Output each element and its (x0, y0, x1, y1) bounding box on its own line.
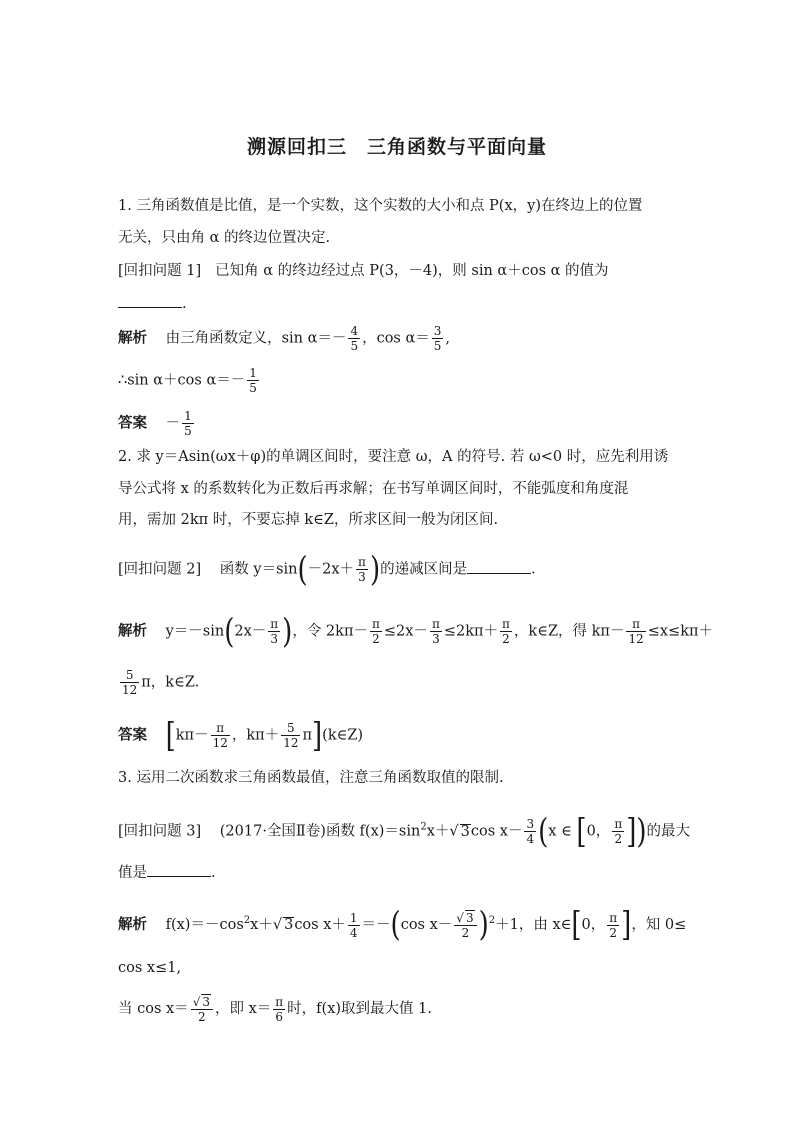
s2-solution-text: π，k∈Z. (141, 674, 200, 691)
fraction (182, 409, 194, 438)
numerator: π (614, 817, 623, 831)
s3-solution-line-3 (118, 994, 678, 1024)
page-title: 溯源回扣三 三角函数与平面向量 (246, 136, 547, 158)
s1-question-label: [回扣问题 1] (118, 263, 202, 279)
numerator: 1 (184, 409, 192, 423)
exponent: 2 (243, 915, 251, 927)
left-paren: ( (390, 905, 401, 945)
s2-answer-text: π (302, 727, 313, 744)
s2-question (118, 550, 678, 589)
exponent: 2 (420, 821, 427, 833)
s2-paragraph-line-3: 用，需加 2kπ 时，不要忘掉 k∈Z，所求区间一般为闭区间. (118, 512, 499, 528)
s1-solution-text: ∴sin α＋cos α＝－ (118, 372, 246, 389)
s3-solution-text: ＝－ (361, 917, 391, 933)
s2-solution-line-1 (118, 612, 714, 651)
denominator: 2 (461, 926, 470, 940)
s2-solution-label: 解析 (118, 623, 147, 640)
s3-solution-label: 解析 (118, 917, 147, 933)
s1-solution-line-2 (118, 366, 678, 395)
answer-blank (467, 559, 531, 574)
answer-blank (147, 862, 211, 877)
denominator: 5 (350, 339, 359, 353)
s2-answer-text: (k∈Z) (322, 727, 364, 744)
s3-question-text: 0， (586, 823, 611, 840)
s2-solution-text: y＝－sin (165, 623, 225, 640)
s3-solution-line-2: cos x≤1, (118, 960, 182, 976)
s1-solution-label: 解析 (118, 330, 147, 347)
denominator: 12 (212, 736, 228, 750)
fraction (348, 911, 360, 940)
numerator: √ 3 (454, 910, 476, 926)
sqrt-radicand: 3 (465, 911, 474, 925)
s3-solution-text: 0， (581, 917, 606, 933)
numerator: 5 (281, 721, 300, 736)
s3-solution-line-1: 解析 $f(x)=-\cos^2x+√$ 3cos x＋ $\frac{1}{4}$ ＝－(cos x－ $\frac{√ 3}{2}$ )$^2$＋1，由 x∈[0， $\frac{\pi}{2}$ ]，知 0≤ (118, 905, 687, 945)
numerator: 5 (120, 668, 139, 683)
s3-question-label: [回扣问题 3] (118, 823, 202, 840)
s3-question: [回扣问题 3] (2017·全国Ⅱ卷)函数 $f(x)=\sin^2x+√$ 3cos x－ $\frac{3}{4}$ (x ∈ [0， $\frac{\pi}{2}$ ])的最大 (118, 812, 691, 851)
right-paren: ) (282, 612, 293, 651)
denominator: 2 (198, 1010, 206, 1024)
numerator: 3 (433, 324, 442, 338)
fraction (430, 617, 442, 646)
s3-solution-text: ，即 x＝ (214, 1001, 272, 1017)
s2-paragraph-line-2: 导公式将 x 的系数转化为正数后再求解；在书写单调区间时，不能弧度和角度混 (118, 481, 629, 497)
s1-paragraph-line-1: 1. 三角函数值是比值，是一个实数，这个实数的大小和点 P(x，y)在终边上的位置 (118, 198, 643, 214)
fraction (454, 910, 476, 940)
s2-solution-text: ≤2kπ＋ (443, 623, 499, 640)
left-bracket: [ (571, 905, 582, 945)
denominator: 5 (249, 381, 257, 395)
right-paren: ) (369, 550, 381, 589)
right-bracket: ] (621, 905, 632, 945)
s3-question-text: 的最大 (646, 823, 691, 840)
fraction (211, 721, 230, 750)
numerator: 3 (526, 817, 535, 831)
s2-answer-text: ，kπ＋ (231, 727, 280, 744)
s1-answer-blank-line (118, 293, 678, 314)
numerator: π (275, 994, 284, 1009)
numerator: π (431, 617, 440, 631)
denominator: 4 (526, 832, 535, 846)
left-paren: ( (538, 812, 549, 851)
s3-paragraph-line-1: 3. 运用二次函数求三角函数最值，注意三角函数取值的限制. (118, 770, 504, 786)
s3-question-text: (2017·全国Ⅱ卷)函数 f(x)＝sin (219, 823, 421, 840)
s3-solution-text: f(x)＝－cos (165, 917, 244, 933)
right-paren: ) (478, 905, 489, 945)
s2-question-text: 函数 y＝sin (219, 561, 298, 578)
denominator: 12 (283, 736, 299, 750)
left-bracket: [ (165, 716, 176, 755)
fraction (626, 617, 645, 646)
fraction (273, 995, 285, 1024)
s1-answer-text: － (165, 415, 181, 432)
s1-answer-line (118, 409, 678, 438)
s2-question-label: [回扣问题 2] (118, 561, 202, 578)
denominator: 3 (432, 632, 440, 646)
denominator: 5 (184, 424, 192, 438)
fraction (247, 366, 259, 395)
s1-paragraph-line-2: 无关，只由角 α 的终边位置决定. (118, 230, 331, 246)
s1-solution-text: 由三角函数定义，sin α＝－ (165, 330, 347, 347)
fraction (432, 324, 444, 353)
denominator: 3 (358, 570, 366, 584)
denominator: 12 (628, 632, 644, 646)
s3-question-text: x ∈ (548, 823, 577, 840)
right-paren: ) (636, 812, 647, 851)
fraction (268, 617, 280, 646)
numerator: π (609, 910, 618, 925)
numerator: 4 (350, 324, 359, 338)
s2-answer-line (118, 716, 678, 755)
numerator: 1 (249, 366, 257, 380)
denominator: 2 (502, 632, 510, 646)
s2-solution-text: ，令 2kπ－ (292, 623, 368, 640)
fraction (348, 324, 360, 353)
s3-question-end: . (211, 865, 216, 881)
s3-question-text: 值是 (118, 865, 147, 881)
s3-solution-text: cos x＋ (294, 917, 346, 933)
denominator: 2 (614, 832, 623, 846)
sqrt-radicand: 3 (460, 823, 470, 840)
denominator: 2 (609, 925, 618, 940)
denominator: 2 (372, 632, 380, 646)
sqrt-radicand: 3 (284, 917, 294, 933)
s1-answer-label: 答案 (118, 415, 147, 432)
denominator: 12 (122, 683, 138, 697)
s2-question-end: . (531, 561, 536, 578)
denominator: 6 (275, 1009, 284, 1024)
fraction (524, 817, 536, 846)
numerator: √ 3 (191, 994, 213, 1010)
s3-solution-text: cos x－ (400, 917, 453, 933)
s1-solution-text: , (445, 330, 451, 347)
s1-question-text: 已知角 α 的终边经过点 P(3，－4)，则 sin α＋cos α 的值为 (215, 263, 609, 279)
numerator: π (270, 617, 279, 631)
fraction (500, 617, 512, 646)
s2-solution-text: ≤2x－ (383, 623, 428, 640)
s2-solution-line-2 (118, 668, 678, 697)
s2-paragraph-line-1: 2. 求 y＝Asin(ωx＋φ)的单调区间时，要注意 ω，A 的符号. 若 ω<0 时，应先利用诱 (118, 449, 669, 465)
s1-solution-line-1 (118, 324, 678, 353)
s2-question-text: 的递减区间是 (380, 561, 468, 578)
s1-question-end: . (182, 296, 187, 312)
s2-answer-text: kπ－ (175, 727, 209, 744)
left-paren: ( (297, 550, 308, 589)
denominator: 3 (270, 632, 279, 646)
s3-solution-text: 当 cos x＝ (118, 1001, 189, 1017)
fraction (607, 911, 619, 940)
sqrt-radicand: 3 (202, 995, 210, 1009)
fraction (281, 721, 300, 750)
answer-blank (118, 293, 182, 308)
numerator: 1 (349, 910, 358, 925)
fraction (356, 555, 368, 584)
s3-solution-text: ，知 0≤ (631, 917, 687, 933)
numerator: π (358, 555, 366, 569)
s2-solution-text: ≤x≤kπ＋ (647, 623, 714, 640)
s1-question (118, 261, 678, 281)
left-paren: ( (224, 612, 235, 651)
s2-solution-text: 2x－ (234, 623, 267, 640)
s3-question-line-2 (118, 862, 678, 883)
fraction (120, 668, 139, 697)
numerator: π (502, 617, 510, 631)
right-bracket: ] (312, 716, 323, 755)
s1-solution-text: ，cos α＝ (362, 330, 430, 347)
fraction (370, 617, 382, 646)
right-bracket: ] (626, 812, 637, 851)
fraction (191, 994, 213, 1024)
s2-solution-text: ，k∈Z，得 kπ－ (513, 623, 625, 640)
s3-solution-text: ＋1，由 x∈ (495, 917, 572, 933)
exponent: 2 (488, 915, 496, 927)
s3-solution-text: 时，f(x)取到最大值 1. (287, 1001, 432, 1017)
denominator: 4 (349, 925, 358, 940)
s3-solution-text: x＋ (250, 917, 273, 933)
numerator: π (211, 721, 230, 736)
denominator: 5 (433, 339, 442, 353)
s3-question-text: x＋ (426, 823, 450, 840)
numerator: π (626, 617, 645, 632)
fraction (612, 817, 624, 846)
s3-question-text: cos x－ (470, 823, 523, 840)
s2-question-text: －2x＋ (307, 561, 355, 578)
s2-answer-label: 答案 (118, 727, 147, 744)
left-bracket: [ (576, 812, 587, 851)
numerator: π (371, 617, 380, 631)
